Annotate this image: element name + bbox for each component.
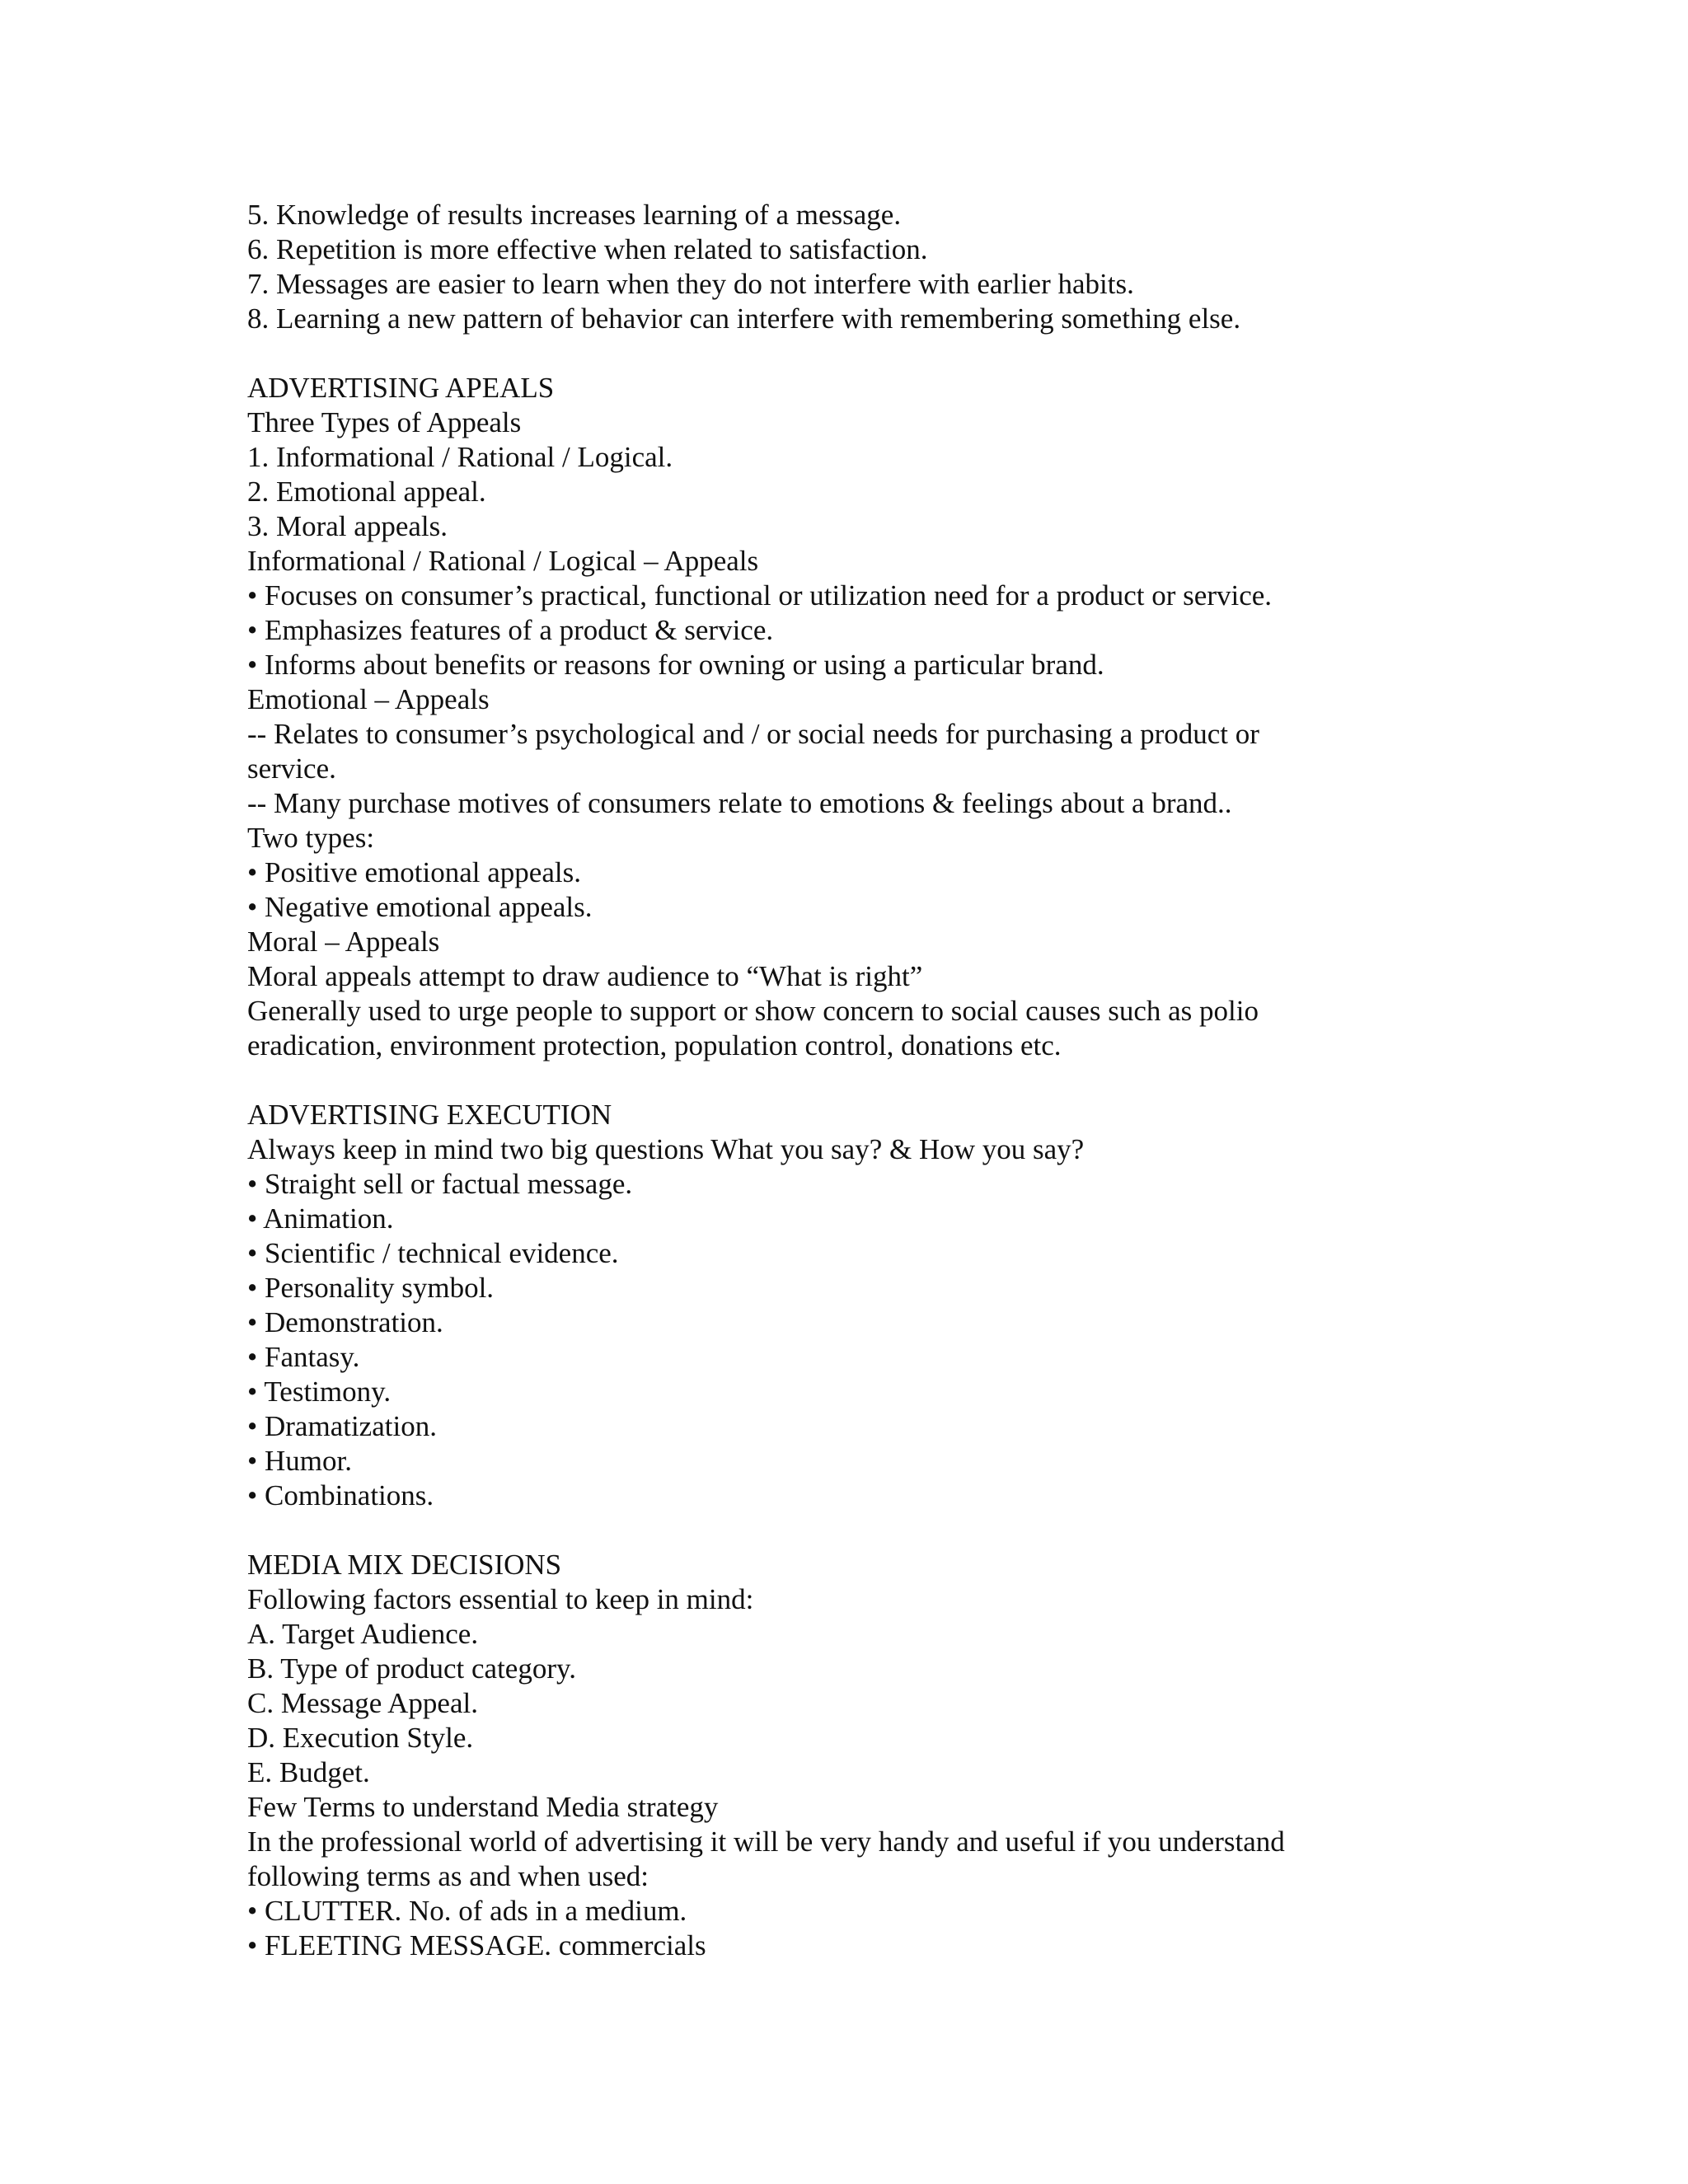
text-line: Following factors essential to keep in mind: bbox=[247, 1583, 754, 1615]
text-line: Two types: bbox=[247, 822, 375, 854]
bullet-item: • Personality symbol. bbox=[247, 1272, 495, 1304]
text-line: Always keep in mind two big questions What you say? & How you say? bbox=[247, 1133, 1085, 1165]
bullet-item: • FLEETING MESSAGE. commercials bbox=[247, 1929, 706, 1961]
list-item: 8. Learning a new pattern of behavior can interfere with remembering something else. bbox=[247, 302, 1241, 335]
bullet-item: • CLUTTER. No. of ads in a medium. bbox=[247, 1895, 687, 1927]
bullet-item: • Fantasy. bbox=[247, 1341, 360, 1373]
text-line: Generally used to urge people to support or show concern to social causes such as polio bbox=[247, 995, 1259, 1027]
list-item: A. Target Audience. bbox=[247, 1618, 479, 1650]
text-line: service. bbox=[247, 752, 336, 785]
list-item: 3. Moral appeals. bbox=[247, 510, 448, 542]
text-line: Three Types of Appeals bbox=[247, 406, 522, 438]
section-heading: MEDIA MIX DECISIONS bbox=[247, 1549, 562, 1581]
section-gap bbox=[247, 1513, 1648, 1548]
document-page bbox=[247, 198, 1648, 1963]
learning-points-section bbox=[247, 198, 1648, 336]
text-line: -- Many purchase motives of consumers relate to emotions & feelings about a brand.. bbox=[247, 787, 1232, 819]
text-line: In the professional world of advertising it will be very handy and useful if you understand bbox=[247, 1825, 1285, 1858]
bullet-item: • Dramatization. bbox=[247, 1410, 437, 1442]
list-item: 1. Informational / Rational / Logical. bbox=[247, 441, 673, 473]
section-heading: ADVERTISING APEALS bbox=[247, 372, 555, 404]
bullet-item: • Scientific / technical evidence. bbox=[247, 1237, 619, 1269]
list-item: D. Execution Style. bbox=[247, 1722, 474, 1754]
list-item: E. Budget. bbox=[247, 1756, 370, 1788]
text-line: eradication, environment protection, population control, donations etc. bbox=[247, 1029, 1062, 1062]
text-line: Moral appeals attempt to draw audience to “What is right” bbox=[247, 960, 923, 992]
list-item: C. Message Appeal. bbox=[247, 1687, 478, 1719]
bullet-item: • Focuses on consumer’s practical, functional or utilization need for a product or service. bbox=[247, 579, 1273, 612]
section-gap bbox=[247, 1063, 1648, 1098]
bullet-item: • Informs about benefits or reasons for owning or using a particular brand. bbox=[247, 649, 1104, 681]
bullet-item: • Combinations. bbox=[247, 1479, 434, 1511]
subheading: Few Terms to understand Media strategy bbox=[247, 1791, 719, 1823]
list-item: B. Type of product category. bbox=[247, 1652, 576, 1685]
bullet-item: • Straight sell or factual message. bbox=[247, 1168, 633, 1200]
bullet-item: • Negative emotional appeals. bbox=[247, 891, 593, 923]
list-item: 6. Repetition is more effective when related to satisfaction. bbox=[247, 233, 928, 265]
bullet-item: • Positive emotional appeals. bbox=[247, 856, 581, 888]
advertising-appeals-section bbox=[247, 371, 1648, 1063]
bullet-item: • Demonstration. bbox=[247, 1306, 443, 1338]
bullet-item: • Testimony. bbox=[247, 1376, 392, 1408]
text-line: -- Relates to consumer’s psychological and / or social needs for purchasing a product or bbox=[247, 718, 1259, 750]
subheading: Informational / Rational / Logical – Appeals bbox=[247, 545, 759, 577]
section-heading: ADVERTISING EXECUTION bbox=[247, 1099, 612, 1131]
list-item: 7. Messages are easier to learn when they do not interfere with earlier habits. bbox=[247, 268, 1134, 300]
subheading: Moral – Appeals bbox=[247, 926, 440, 958]
bullet-item: • Humor. bbox=[247, 1445, 352, 1477]
text-line: following terms as and when used: bbox=[247, 1860, 649, 1892]
media-mix-section bbox=[247, 1548, 1648, 1963]
list-item: 5. Knowledge of results increases learning of a message. bbox=[247, 199, 902, 231]
section-gap bbox=[247, 336, 1648, 371]
list-item: 2. Emotional appeal. bbox=[247, 476, 486, 508]
advertising-execution-section bbox=[247, 1098, 1648, 1513]
bullet-item: • Emphasizes features of a product & service. bbox=[247, 614, 774, 646]
subheading: Emotional – Appeals bbox=[247, 683, 490, 715]
bullet-item: • Animation. bbox=[247, 1202, 394, 1235]
